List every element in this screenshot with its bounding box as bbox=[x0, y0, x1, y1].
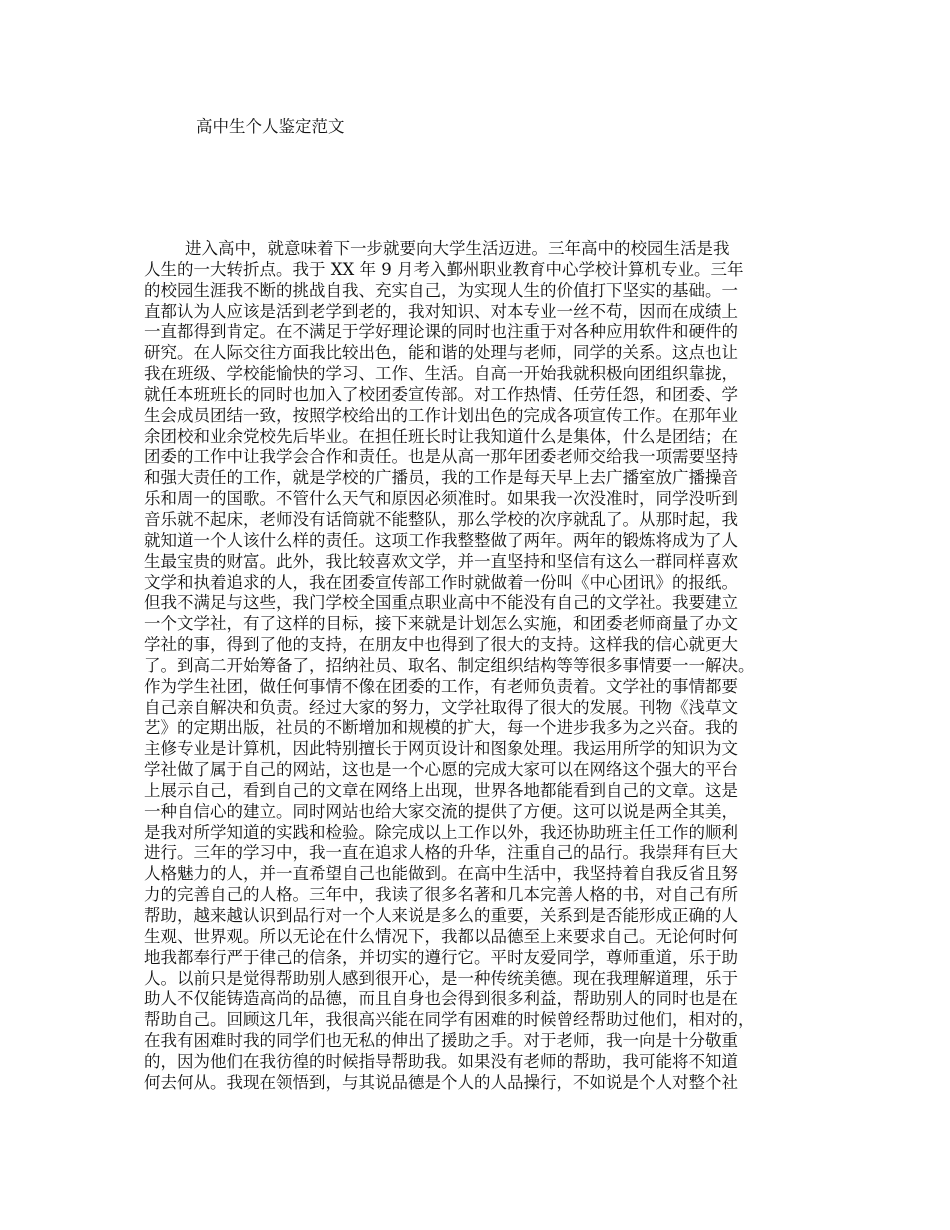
body-line: 我在班级、学校能愉快的学习、工作、生活。自高一开始我就积极向团组织靠拢， bbox=[144, 364, 738, 384]
body-line: 助人不仅能铸造高尚的品德，而且自身也会得到很多利益，帮助别人的同时也是在 bbox=[144, 989, 738, 1009]
document-body bbox=[144, 239, 824, 1094]
body-line: 文学和执着追求的人，我在团委宣传部工作时就做着一份叫《中心团讯》的报纸。 bbox=[144, 572, 738, 592]
body-line: 音乐就不起床，老师没有话筒就不能整队，那么学校的次序就乱了。从那时起，我 bbox=[144, 509, 738, 529]
body-line: 但我不满足与这些，我门学校全国重点职业高中不能没有自己的文学社。我要建立 bbox=[144, 593, 738, 613]
body-line: 帮助，越来越认识到品行对一个人来说是多么的重要，关系到是否能形成正确的人 bbox=[144, 906, 738, 925]
body-line: 生最宝贵的财富。此外，我比较喜欢文学，并一直坚持和坚信有这么一群同样喜欢 bbox=[144, 551, 738, 571]
body-line: 就知道一个人该什么样的责任。这项工作我整整做了两年。两年的锻炼将成为了人 bbox=[144, 530, 738, 550]
document-title: 高中生个人鉴定范文 bbox=[196, 117, 345, 136]
body-line: 帮助自己。回顾这几年，我很高兴能在同学有困难的时候曾经帮助过他们，相对的， bbox=[144, 1010, 755, 1030]
body-line: 人格魅力的人，并一直希望自己也能做到。在高中生活中，我坚持着自我反省且努 bbox=[144, 864, 738, 884]
body-line: 直都认为人应该是活到老学到老的，我对知识、对本专业一丝不苟，因而在成绩上 bbox=[144, 301, 738, 321]
body-line: 就任本班班长的同时也加入了校团委宣传部。对工作热情、任劳任怨，和团委、学 bbox=[144, 384, 738, 404]
body-line: 学社的事，得到了他的支持，在朋友中也得到了很大的支持。这样我的信心就更大 bbox=[144, 635, 738, 655]
body-line: 和强大责任的工作，就是学校的广播员，我的工作是每天早上去广播室放广播操音 bbox=[144, 468, 738, 488]
body-line: 人。以前只是觉得帮助别人感到很开心，是一种传统美德。现在我理解道理，乐于 bbox=[144, 968, 738, 988]
body-line: 主修专业是计算机，因此特别擅长于网页设计和图象处理。我运用所学的知识为文 bbox=[144, 739, 738, 759]
body-line: 余团校和业余党校先后毕业。在担任班长时让我知道什么是集体，什么是团结；在 bbox=[144, 426, 738, 446]
body-line: 何去何从。我现在领悟到，与其说品德是个人的人品操行，不如说是个人对整个社 bbox=[144, 1072, 738, 1092]
body-line: 团委的工作中让我学会合作和责任。也是从高一那年团委老师交给我一项需要坚持 bbox=[144, 447, 738, 467]
body-line: 上展示自己，看到自己的文章在网络上出现，世界各地都能看到自己的文章。这是 bbox=[144, 780, 738, 800]
body-line: 生观、世界观。所以无论在什么情况下，我都以品德至上来要求自己。无论何时何 bbox=[144, 926, 738, 946]
body-line: 作为学生社团，做任何事情不像在团委的工作，有老师负责着。文学社的事情都要 bbox=[144, 676, 738, 696]
body-line: 自己亲自解决和负责。经过大家的努力，文学社取得了很大的发展。刊物《浅草文 bbox=[144, 697, 738, 717]
body-line: 地我都奉行严于律己的信条，并切实的遵行它。平时友爱同学，尊师重道，乐于助 bbox=[144, 947, 738, 967]
body-line: 进入高中，就意味着下一步就要向大学生活迈进。三年高中的校园生活是我 bbox=[185, 239, 730, 258]
body-line: 研究。在人际交往方面我比较出色，能和谐的处理与老师，同学的关系。这点也让 bbox=[144, 343, 738, 363]
body-line: 在我有困难时我的同学们也无私的伸出了援助之手。对于老师，我一向是十分敬重 bbox=[144, 1031, 738, 1051]
body-line: 力的完善自己的人格。三年中，我读了很多名著和几本完善人格的书，对自己有所 bbox=[144, 885, 738, 905]
body-line: 是我对所学知道的实践和检验。除完成以上工作以外，我还协助班主任工作的顺利 bbox=[144, 822, 738, 842]
body-line: 乐和周一的国歌。不管什么天气和原因必须准时。如果我一次没准时，同学没听到 bbox=[144, 489, 738, 509]
body-line: 学社做了属于自己的网站，这也是一个心愿的完成大家可以在网络这个强大的平台 bbox=[144, 760, 738, 780]
body-line: 的，因为他们在我彷徨的时候指导帮助我。如果没有老师的帮助，我可能将不知道 bbox=[144, 1051, 738, 1071]
body-line: 了。到高二开始筹备了，招纳社员、取名、制定组织结构等等很多事情要一一解决。 bbox=[144, 655, 755, 675]
body-line: 生会成员团结一致，按照学校给出的工作计划出色的完成各项宣传工作。在那年业 bbox=[144, 405, 738, 425]
body-line: 一种自信心的建立。同时网站也给大家交流的提供了方便。这可以说是两全其美， bbox=[144, 801, 738, 821]
body-line: 一直都得到肯定。在不满足于学好理论课的同时也注重于对各种应用软件和硬件的 bbox=[144, 322, 738, 342]
body-line: 人生的一大转折点。我于 XX 年 9 月考入鄞州职业教育中心学校计算机专业。三年 bbox=[144, 259, 744, 279]
body-line: 进行。三年的学习中，我一直在追求人格的升华，注重自己的品行。我崇拜有巨大 bbox=[144, 843, 738, 863]
body-line: 一个文学社，有了这样的目标，接下来就是计划怎么实施，和团委老师商量了办文 bbox=[144, 614, 738, 634]
body-line: 的校园生涯我不断的挑战自我、充实自己，为实现人生的价值打下坚实的基础。一 bbox=[144, 280, 738, 300]
body-line: 艺》的定期出版，社员的不断增加和规模的扩大，每一个进步我多为之兴奋。我的 bbox=[144, 718, 738, 738]
